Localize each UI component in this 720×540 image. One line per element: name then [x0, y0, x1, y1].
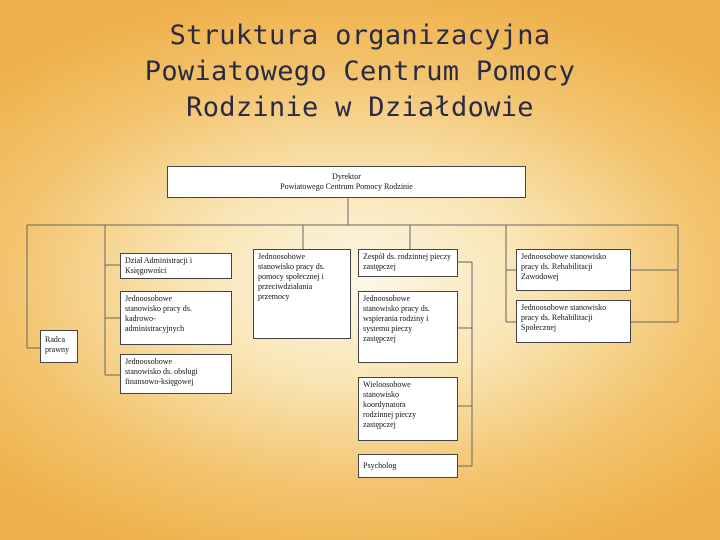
- legal-line-2: prawny: [45, 345, 69, 354]
- admin-department-box: [120, 253, 232, 279]
- vocational-rehab-position-box: [516, 249, 631, 291]
- family-support-position-box: [358, 291, 458, 363]
- director-line-2: Powiatowego Centrum Pomocy Rodzinie: [280, 182, 413, 191]
- admin-department-line-1: Dział Administracji i: [125, 256, 193, 265]
- psychologist-box: [358, 454, 458, 478]
- vocational-line-2: pracy ds. Rehabilitacji: [521, 262, 593, 271]
- title-line-3: Rodzinie w Działdowie: [186, 92, 534, 123]
- hr-admin-position-box: [120, 291, 232, 345]
- foster-team-line-1: Zespół ds. rodzinnej pieczy: [363, 252, 451, 261]
- foster-team-line-2: zastępczej: [363, 262, 396, 271]
- vocational-line-1: Jednoosobowe stanowisko: [521, 252, 607, 261]
- hr-admin-line-1: Jednoosobowe: [125, 294, 173, 303]
- title-line-2: Powiatowego Centrum Pomocy: [144, 56, 576, 87]
- social-assistance-position-box: [253, 249, 351, 339]
- family-support-line-4: systemu pieczy: [363, 324, 413, 333]
- coordinator-line-1: Wieloosobowe: [363, 380, 411, 389]
- coordinator-line-5: zastępczej: [363, 420, 396, 429]
- foster-care-team-box: [358, 249, 458, 277]
- social-rehab-line-2: pracy ds. Rehabilitacji: [521, 313, 593, 322]
- director-box: [167, 166, 526, 198]
- coordinator-line-3: koordynatora: [363, 400, 406, 409]
- finance-line-1: Jednoosobowe: [125, 357, 173, 366]
- social-rehab-line-1: Jednoosobowe stanowisko: [521, 303, 607, 312]
- title-line-1: Struktura organizacyjna: [169, 20, 551, 51]
- legal-advisor-box: [40, 330, 78, 363]
- vocational-line-3: Zawodowej: [521, 272, 559, 281]
- hr-admin-line-3: kadrowo-: [125, 314, 156, 323]
- finance-position-box: [120, 354, 232, 394]
- social-line-1: Jednoosobowe: [258, 252, 306, 261]
- legal-line-1: Radca: [45, 335, 65, 344]
- foster-care-coordinator-box: [358, 377, 458, 441]
- coordinator-line-2: stanowisko: [363, 390, 399, 399]
- director-line-1: Dyrektor: [332, 172, 361, 181]
- psychologist-line-1: Psycholog: [363, 461, 397, 470]
- admin-department-line-2: Księgowości: [125, 266, 167, 275]
- family-support-line-3: wspierania rodziny i: [363, 314, 429, 323]
- coordinator-line-4: rodzinnej pieczy: [363, 410, 417, 419]
- social-line-4: przeciwdziałania: [258, 282, 313, 291]
- social-rehab-line-3: Społecznej: [521, 323, 557, 332]
- social-line-2: stanowisko pracy ds.: [258, 262, 325, 271]
- family-support-line-2: stanowisko pracy ds.: [363, 304, 430, 313]
- finance-line-3: finansowo-księgowej: [125, 377, 194, 386]
- social-line-5: przemocy: [258, 292, 290, 301]
- social-rehab-position-box: [516, 300, 631, 343]
- hr-admin-line-4: administracyjnych: [125, 324, 185, 333]
- hr-admin-line-2: stanowisko pracy ds.: [125, 304, 192, 313]
- social-line-3: pomocy społecznej i: [258, 272, 324, 281]
- family-support-line-1: Jednoosobowe: [363, 294, 411, 303]
- finance-line-2: stanowisko ds. obsługi: [125, 367, 198, 376]
- family-support-line-5: zastępczej: [363, 334, 396, 343]
